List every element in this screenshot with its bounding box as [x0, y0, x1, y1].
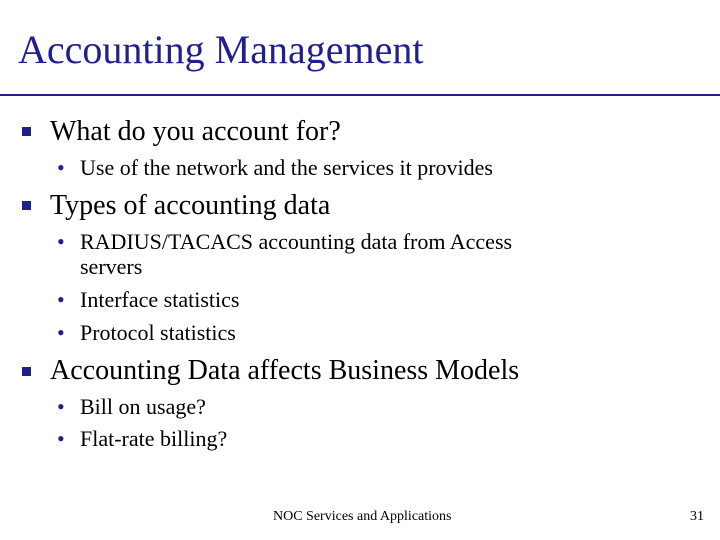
sub-bullet-bill-on-usage: Bill on usage?	[80, 394, 206, 419]
square-bullet-icon	[22, 367, 31, 376]
sub-bullet-radius-tacacs: RADIUS/TACACS accounting data from Access	[80, 229, 513, 254]
sub-bullet-network-use: Use of the network and the services it provides	[80, 155, 493, 180]
sub-bullet-flat-rate-billing: Flat-rate billing?	[80, 426, 228, 451]
footer-title: NOC Services and Applications	[273, 509, 452, 524]
dot-bullet-icon: •	[57, 155, 65, 180]
square-bullet-icon	[22, 201, 31, 210]
dot-bullet-icon: •	[57, 394, 65, 419]
dot-bullet-icon: •	[57, 287, 65, 312]
dot-bullet-icon: •	[57, 320, 65, 345]
title-divider	[0, 94, 720, 96]
sub-bullet-protocol-statistics: Protocol statistics	[80, 320, 236, 345]
slide-title: Accounting Management	[18, 27, 424, 72]
square-bullet-icon	[22, 127, 31, 136]
bullet-business-models: Accounting Data affects Business Models	[50, 355, 520, 386]
sub-bullet-radius-tacacs-continued: servers	[80, 254, 143, 279]
bullet-what-to-account: What do you account for?	[50, 116, 341, 147]
bullet-accounting-data-types: Types of accounting data	[50, 190, 331, 221]
dot-bullet-icon: •	[57, 426, 65, 451]
dot-bullet-icon: •	[57, 229, 65, 254]
page-number: 31	[690, 509, 704, 524]
sub-bullet-interface-statistics: Interface statistics	[80, 287, 240, 312]
